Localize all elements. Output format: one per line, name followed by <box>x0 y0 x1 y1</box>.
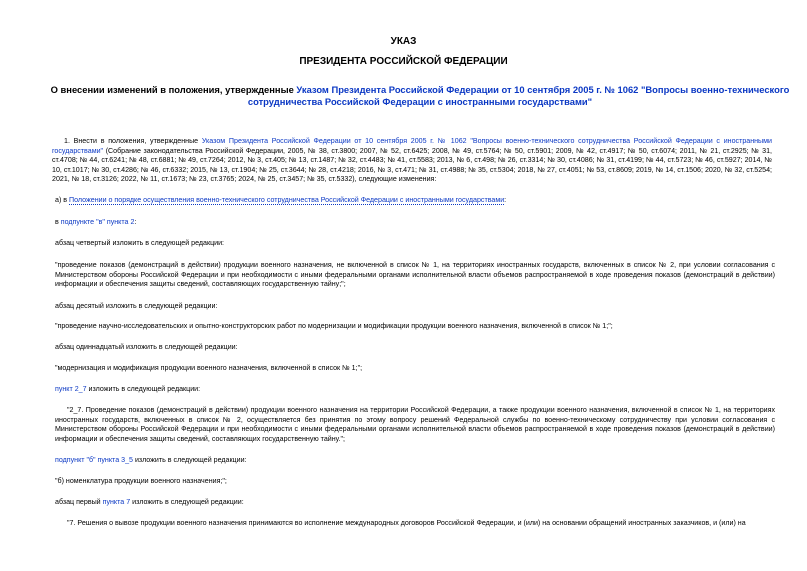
document-title <box>40 84 800 108</box>
pa-text: а) в <box>55 196 70 204</box>
regulation-link[interactable]: Положении о порядке осуществления военно-технического сотрудничества Российской Федерации с иностранными государствами <box>69 196 505 204</box>
paragraph-b <box>55 218 775 228</box>
paragraph-4: абзац четвертый изложить в следующей редакции: <box>55 239 225 247</box>
pb-text: в <box>55 218 61 226</box>
p1-sources: (Собрание законодательства Российской Федерации, 2005, № 38, ст.3800; 2007, № 52, ст.6425; 2008, № 49, ст.5764; № 50, ст.5901; 2009, № 42, ст.4917; № 50, ст.6074; 2011, № 21, ст.2925; № 31, ст.4708; № 44, ст.6241; № 48, ст.6881; № 49, ст.7264; 2012, № 3, ст.405; № 13, ст.1487; № 32, ст.4483; № 41, ст.5583; 2013, № 6, ст.498; № 26, ст.3314; № 30, ст.4086; № 31, ст.4199; № 44, ст.5723; № 46, ст.5927; 2014, № 10, ст.1017; № 30, ст.4286; № 46, ст.6332; 2015, № 13, ст.1904; № 25, ст.3644; № 28, ст.4218; 2016, № 3, ст.471; № 31, ст.4988; № 35, ст.5304; 2018, № 27, ст.4051; № 53, ст.8609; 2019, № 14, ст.1506; 2020, № 32, ст.5254; 2021, № 18, ст.3126; 2022, № 11, ст.1673; № 23, ст.3765; 2024, № 25, ст.3457; № 35, ст.5332), следующие изменения: <box>52 146 772 184</box>
point-2-7-link[interactable]: пункт 2_7 <box>55 385 87 393</box>
title-text: О внесении изменений в положения, утвержденные <box>50 84 297 95</box>
p1-text: 1. Внести в положения, утвержденные <box>64 137 202 145</box>
p12-text: изложить в следующей редакции: <box>132 456 247 464</box>
title-decree-link[interactable]: Указом Президента Российской Федерации от 10 сентября 2005 г. № 1062 "Вопросы военно-технического сотрудничества Российской Федерации с иностранными государствами" <box>247 84 790 107</box>
point-7-link[interactable]: пункта 7 <box>102 498 131 506</box>
paragraph-9: "модернизация и модификация продукции военного назначения, включенной в список № 1;"; <box>55 364 363 372</box>
paragraph-7: "проведение научно-исследовательских и опытно-конструкторских работ по модернизации и модификации продукции военного назначения, включенной в список № 1;"; <box>55 322 613 330</box>
paragraph-11: "2_7. Проведение показов (демонстраций в действии) продукции военного назначения на территории Российской Федерации, а также продукции военного назначения, включенной в список № 1, на территориях иностранных государств, включенных в список № 2, осуществляется без принятия по этому вопросу решений Федеральной службы по военно-техническому сотрудничеству при условии согласования с Министерством обороны Российской Федерации и при необходимости с иными федеральными органами исполнительной власти объемов распространяемой в ходе проведения показов (демонстраций в действии) информации и обеспечения защиты сведений, составляющих государственную тайну."; <box>55 406 775 443</box>
p10-text: изложить в следующей редакции: <box>86 385 201 393</box>
pa-end: : <box>504 196 507 204</box>
paragraph-a <box>55 196 775 206</box>
paragraph-15: "7. Решения о вывозе продукции военного назначения принимаются во исполнение международных договоров Российской Федерации, и (или) на основании обращений иностранных заказчиков, и (или) на <box>67 519 746 527</box>
paragraph-14 <box>55 498 775 508</box>
paragraph-5: "проведение показов (демонстраций в действии) продукции военного назначения, не включенной в список № 1, на территориях иностранных государств, включенных в список № 2, при условии согласования с Министерством обороны Российской Федерации и при необходимости с иными федеральными органами исполнительной власти объемов распространяемой в ходе проведения показов (демонстраций в действии) информации и обеспечения защиты сведений, составляющих государственную тайну;"; <box>55 261 775 289</box>
president-heading: ПРЕЗИДЕНТА РОССИЙСКОЙ ФЕДЕРАЦИИ <box>299 56 508 67</box>
paragraph-12 <box>55 456 775 466</box>
paragraph-6: абзац десятый изложить в следующей редакции: <box>55 302 218 310</box>
pb-end: : <box>134 218 137 226</box>
paragraph-8: абзац одиннадцатый изложить в следующей редакции: <box>55 343 238 351</box>
p14-text: абзац первый <box>55 498 103 506</box>
subpoint-3-5-link[interactable]: подпункт "б" пункта 3_5 <box>55 456 133 464</box>
decree-heading: УКАЗ <box>390 36 417 47</box>
paragraph-10 <box>55 385 775 395</box>
paragraph-1 <box>52 137 772 185</box>
subparagraph-link[interactable]: подпункте "в" пункта 2 <box>60 218 135 226</box>
p1-decree-link[interactable]: Указом Президента Российской Федерации от 10 сентября 2005 г. № 1062 "Вопросы военно-технического сотрудничества Российской Федерации с иностранными государствами" <box>52 137 772 155</box>
paragraph-13: "б) номенклатура продукции военного назначения;"; <box>55 477 227 485</box>
p14-end: изложить в следующей редакции: <box>130 498 244 506</box>
